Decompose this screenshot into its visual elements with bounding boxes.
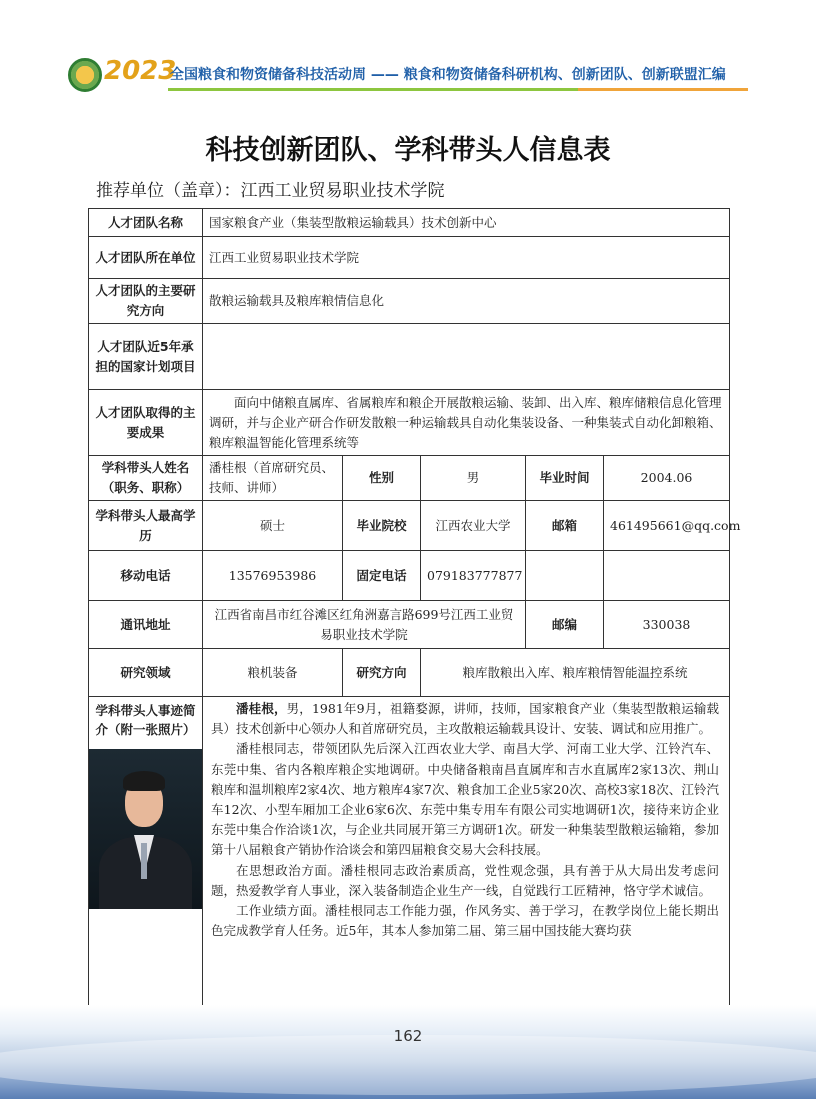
- postcode-value: 330038: [604, 601, 730, 649]
- recommender-line: 推荐单位（盖章）：江西工业贸易职业技术学院: [96, 181, 445, 201]
- landline-value: 079183777877: [421, 551, 526, 601]
- leader-name-value: 潘桂根（首席研究员、技师、讲师）: [203, 456, 343, 501]
- team-name-value: 国家粮食产业（集装型散粮运输载具）技术创新中心: [203, 209, 730, 237]
- empty-cell: [526, 551, 604, 601]
- achievements-value: 面向中储粮直属库、省属粮库和粮企开展散粮运输、装卸、出入库、粮库储粮信息化管理调研，并与企业产研合作研发散粮一种运输载具自动化集装设备、一种集装式自动化卸粮箱、粮库粮温智能化管理系统等: [203, 390, 730, 456]
- bio-paragraph: [211, 699, 719, 739]
- table-row: [89, 551, 730, 601]
- degree-value: 硕士: [203, 501, 343, 551]
- achievements-label: 人才团队取得的主要成果: [89, 390, 203, 456]
- grad-time-value: 2004.06: [604, 456, 730, 501]
- bio-name: 潘桂根，: [236, 701, 287, 716]
- bio-paragraph: 在思想政治方面。潘桂根同志政治素质高，党性观念强，具有善于从大局出发考虑问题，热爱教学育人事业，深入装备制造企业生产一线，自觉践行工匠精神，恪守学术诚信。: [211, 862, 720, 898]
- mobile-value: 13576953986: [203, 551, 343, 601]
- bio-text: [203, 697, 730, 1015]
- school-value: 江西农业大学: [421, 501, 526, 551]
- header-year: 2023: [104, 56, 177, 86]
- address-value: 江西省南昌市红谷滩区红角洲嘉言路699号江西工业贸易职业技术学院: [203, 601, 526, 649]
- bio-intro: 男，1981年9月，祖籍婺源，讲师，技师，国家粮食产业（集装型散粮运输载具）技术创新中心领办人和首席研究员，主攻散粮运输载具设计、安装、调试和应用推广。: [211, 701, 720, 737]
- header-banner: 全国粮食和物资储备科技活动周 —— 粮食和物资储备科研机构、创新团队、创新联盟汇编: [170, 67, 726, 83]
- address-label: 通讯地址: [89, 601, 203, 649]
- table-row: [89, 237, 730, 279]
- postcode-label: 邮编: [526, 601, 604, 649]
- field-value: 粮机装备: [203, 649, 343, 697]
- direction-label: 研究方向: [343, 649, 421, 697]
- grad-time-label: 毕业时间: [526, 456, 604, 501]
- table-row: [89, 390, 730, 456]
- table-row: [89, 501, 730, 551]
- photo-tie: [141, 843, 147, 879]
- page-header: [0, 52, 816, 96]
- header-divider-orange: [578, 88, 748, 91]
- photo-hair: [123, 771, 165, 791]
- school-label: 毕业院校: [343, 501, 421, 551]
- footer-decoration: [0, 1005, 816, 1099]
- mobile-label: 移动电话: [89, 551, 203, 601]
- table-row: [89, 279, 730, 324]
- team-unit-value: 江西工业贸易职业技术学院: [203, 237, 730, 279]
- gender-label: 性别: [343, 456, 421, 501]
- team-unit-label: 人才团队所在单位: [89, 237, 203, 279]
- empty-cell: [604, 551, 730, 601]
- portrait-photo: [89, 749, 202, 909]
- info-table: [88, 208, 741, 1015]
- email-value: 461495661@qq.com: [604, 501, 730, 551]
- bio-paragraph: 潘桂根同志，带领团队先后深入江西农业大学、南昌大学、河南工业大学、江铃汽车、东莞中集、省内各粮库粮企实地调研。中央储备粮南昌直属库和吉水直属库2家13次、荆山粮库和温圳粮库2家4次、地方粮库4家7次、粮食加工企业5家20次、高校3家18次、江铃汽车12次、小型车厢加工企业6家6次、东莞中集专用车有限公司实地调研1次，接待来访企业东莞中集合作洽谈1次，与企业共同展开第三方调研1次。研发一种集装型散粮运输箱，参加第十八届粮食产销协作洽谈会和第四届粮食交易大会科技展。: [211, 741, 720, 858]
- header-divider-green: [168, 88, 578, 91]
- grain-logo-icon: [68, 58, 102, 92]
- degree-label: 学科带头人最高学历: [89, 501, 203, 551]
- table-row: [89, 324, 730, 390]
- national-plan-value: [203, 324, 730, 390]
- team-name-label: 人才团队名称: [89, 209, 203, 237]
- field-label: 研究领域: [89, 649, 203, 697]
- bio-label: 学科带头人事迹简介（附一张照片）: [95, 703, 196, 737]
- landline-label: 固定电话: [343, 551, 421, 601]
- gender-value: 男: [421, 456, 526, 501]
- table-row: [89, 209, 730, 237]
- research-direction-value: 散粮运输载具及粮库粮情信息化: [203, 279, 730, 324]
- page-number: 162: [393, 1027, 423, 1045]
- page-title: 科技创新团队、学科带头人信息表: [205, 135, 611, 166]
- leader-name-label: 学科带头人姓名（职务、职称）: [89, 456, 203, 501]
- email-label: 邮箱: [526, 501, 604, 551]
- national-plan-label: 人才团队近5年承担的国家计划项目: [89, 324, 203, 390]
- table-row: [89, 456, 730, 501]
- table-row: [89, 649, 730, 697]
- bio-label-cell: [89, 697, 203, 1015]
- direction-value: 粮库散粮出入库、粮库粮情智能温控系统: [421, 649, 730, 697]
- table-row: [89, 601, 730, 649]
- bio-paragraph: 工作业绩方面。潘桂根同志工作能力强，作风务实、善于学习，在教学岗位上能长期出色完成教学育人任务。近5年，其本人参加第二届、第三届中国技能大赛均获: [211, 903, 720, 939]
- research-direction-label: 人才团队的主要研究方向: [89, 279, 203, 324]
- table-row: [89, 697, 730, 1015]
